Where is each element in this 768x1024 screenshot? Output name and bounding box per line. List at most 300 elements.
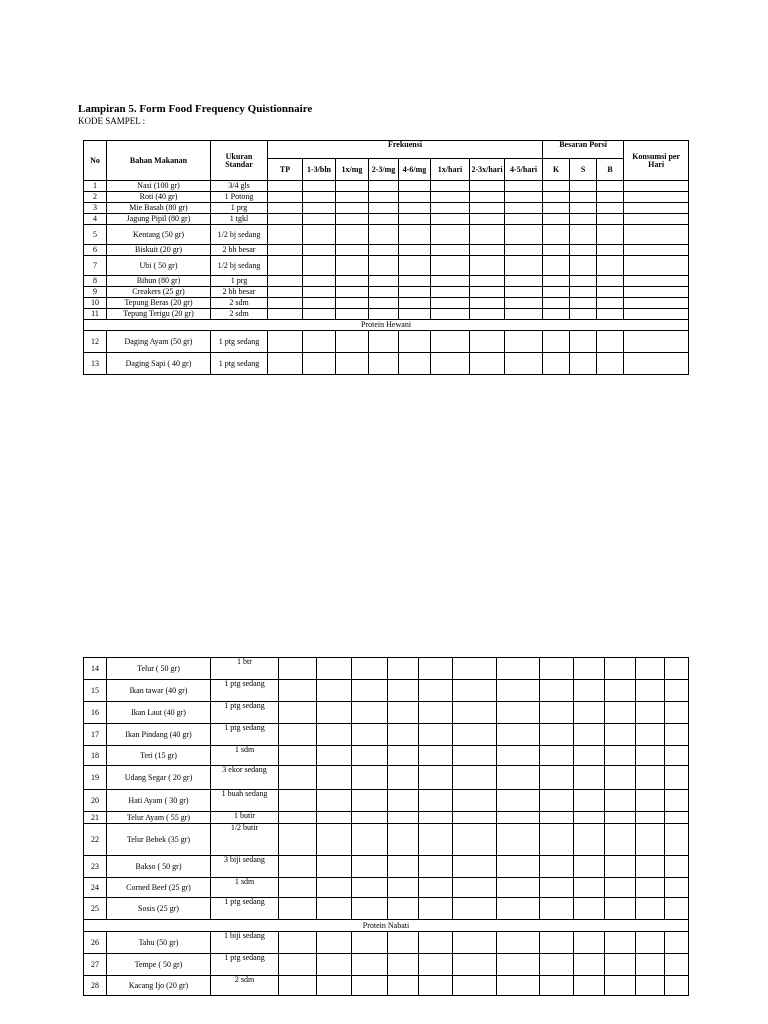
entry-cell[interactable] [431, 287, 470, 298]
entry-cell[interactable] [352, 790, 388, 812]
entry-cell[interactable] [431, 214, 470, 225]
entry-cell[interactable] [665, 812, 689, 824]
entry-cell[interactable] [605, 954, 636, 976]
entry-cell[interactable] [317, 658, 352, 680]
entry-cell[interactable] [268, 331, 303, 353]
entry-cell[interactable] [540, 932, 574, 954]
entry-cell[interactable] [317, 856, 352, 878]
entry-cell[interactable] [303, 203, 336, 214]
entry-cell[interactable] [470, 181, 505, 192]
entry-cell[interactable] [574, 878, 605, 898]
entry-cell[interactable] [279, 680, 317, 702]
entry-cell[interactable] [597, 245, 624, 256]
entry-cell[interactable] [431, 276, 470, 287]
entry-cell[interactable] [636, 790, 665, 812]
entry-cell[interactable] [497, 766, 540, 790]
entry-cell[interactable] [665, 724, 689, 746]
entry-cell[interactable] [665, 746, 689, 766]
entry-cell[interactable] [303, 276, 336, 287]
entry-cell[interactable] [470, 287, 505, 298]
entry-cell[interactable] [352, 824, 388, 856]
entry-cell[interactable] [399, 192, 431, 203]
entry-cell[interactable] [574, 812, 605, 824]
entry-cell[interactable] [605, 932, 636, 954]
entry-cell[interactable] [574, 766, 605, 790]
entry-cell[interactable] [540, 702, 574, 724]
entry-cell[interactable] [505, 203, 543, 214]
entry-cell[interactable] [279, 976, 317, 996]
entry-cell[interactable] [268, 203, 303, 214]
entry-cell[interactable] [369, 225, 399, 245]
entry-cell[interactable] [665, 766, 689, 790]
entry-cell[interactable] [570, 256, 597, 276]
entry-cell[interactable] [388, 702, 419, 724]
entry-cell[interactable] [388, 954, 419, 976]
entry-cell[interactable] [597, 287, 624, 298]
entry-cell[interactable] [388, 766, 419, 790]
entry-cell[interactable] [369, 276, 399, 287]
entry-cell[interactable] [399, 214, 431, 225]
entry-cell[interactable] [505, 192, 543, 203]
entry-cell[interactable] [570, 214, 597, 225]
entry-cell[interactable] [543, 225, 570, 245]
entry-cell[interactable] [505, 276, 543, 287]
entry-cell[interactable] [605, 790, 636, 812]
entry-cell[interactable] [497, 856, 540, 878]
entry-cell[interactable] [388, 812, 419, 824]
entry-cell[interactable] [388, 790, 419, 812]
entry-cell[interactable] [419, 976, 453, 996]
entry-cell[interactable] [505, 225, 543, 245]
entry-cell[interactable] [369, 192, 399, 203]
entry-cell[interactable] [279, 790, 317, 812]
entry-cell[interactable] [624, 214, 689, 225]
entry-cell[interactable] [388, 724, 419, 746]
entry-cell[interactable] [570, 353, 597, 375]
entry-cell[interactable] [497, 680, 540, 702]
entry-cell[interactable] [388, 824, 419, 856]
entry-cell[interactable] [317, 954, 352, 976]
entry-cell[interactable] [453, 658, 497, 680]
entry-cell[interactable] [268, 298, 303, 309]
entry-cell[interactable] [352, 856, 388, 878]
entry-cell[interactable] [574, 790, 605, 812]
entry-cell[interactable] [636, 898, 665, 920]
entry-cell[interactable] [574, 702, 605, 724]
entry-cell[interactable] [540, 878, 574, 898]
entry-cell[interactable] [303, 225, 336, 245]
entry-cell[interactable] [624, 225, 689, 245]
entry-cell[interactable] [665, 658, 689, 680]
entry-cell[interactable] [268, 214, 303, 225]
entry-cell[interactable] [279, 702, 317, 724]
entry-cell[interactable] [352, 878, 388, 898]
entry-cell[interactable] [665, 824, 689, 856]
entry-cell[interactable] [597, 225, 624, 245]
entry-cell[interactable] [574, 824, 605, 856]
entry-cell[interactable] [317, 976, 352, 996]
entry-cell[interactable] [419, 932, 453, 954]
entry-cell[interactable] [574, 976, 605, 996]
entry-cell[interactable] [505, 309, 543, 320]
entry-cell[interactable] [279, 878, 317, 898]
entry-cell[interactable] [336, 245, 369, 256]
entry-cell[interactable] [605, 680, 636, 702]
entry-cell[interactable] [453, 766, 497, 790]
entry-cell[interactable] [352, 766, 388, 790]
entry-cell[interactable] [399, 256, 431, 276]
entry-cell[interactable] [624, 309, 689, 320]
entry-cell[interactable] [540, 812, 574, 824]
entry-cell[interactable] [470, 331, 505, 353]
entry-cell[interactable] [388, 746, 419, 766]
entry-cell[interactable] [624, 203, 689, 214]
entry-cell[interactable] [543, 309, 570, 320]
entry-cell[interactable] [540, 954, 574, 976]
entry-cell[interactable] [574, 680, 605, 702]
entry-cell[interactable] [419, 724, 453, 746]
entry-cell[interactable] [505, 245, 543, 256]
entry-cell[interactable] [665, 702, 689, 724]
entry-cell[interactable] [497, 746, 540, 766]
entry-cell[interactable] [570, 287, 597, 298]
entry-cell[interactable] [336, 298, 369, 309]
entry-cell[interactable] [399, 353, 431, 375]
entry-cell[interactable] [419, 824, 453, 856]
entry-cell[interactable] [505, 287, 543, 298]
entry-cell[interactable] [369, 245, 399, 256]
entry-cell[interactable] [605, 746, 636, 766]
entry-cell[interactable] [570, 245, 597, 256]
entry-cell[interactable] [317, 766, 352, 790]
entry-cell[interactable] [268, 353, 303, 375]
entry-cell[interactable] [352, 658, 388, 680]
entry-cell[interactable] [352, 702, 388, 724]
entry-cell[interactable] [470, 276, 505, 287]
entry-cell[interactable] [352, 812, 388, 824]
entry-cell[interactable] [540, 658, 574, 680]
entry-cell[interactable] [470, 225, 505, 245]
entry-cell[interactable] [419, 954, 453, 976]
entry-cell[interactable] [497, 932, 540, 954]
entry-cell[interactable] [431, 331, 470, 353]
entry-cell[interactable] [540, 898, 574, 920]
entry-cell[interactable] [570, 309, 597, 320]
entry-cell[interactable] [540, 824, 574, 856]
entry-cell[interactable] [605, 878, 636, 898]
entry-cell[interactable] [352, 724, 388, 746]
entry-cell[interactable] [336, 214, 369, 225]
entry-cell[interactable] [543, 192, 570, 203]
entry-cell[interactable] [399, 245, 431, 256]
entry-cell[interactable] [470, 309, 505, 320]
entry-cell[interactable] [597, 192, 624, 203]
entry-cell[interactable] [624, 181, 689, 192]
entry-cell[interactable] [352, 976, 388, 996]
entry-cell[interactable] [453, 724, 497, 746]
entry-cell[interactable] [453, 790, 497, 812]
entry-cell[interactable] [399, 298, 431, 309]
entry-cell[interactable] [540, 856, 574, 878]
entry-cell[interactable] [636, 680, 665, 702]
entry-cell[interactable] [540, 976, 574, 996]
entry-cell[interactable] [453, 932, 497, 954]
entry-cell[interactable] [303, 192, 336, 203]
entry-cell[interactable] [543, 214, 570, 225]
entry-cell[interactable] [303, 298, 336, 309]
entry-cell[interactable] [597, 214, 624, 225]
entry-cell[interactable] [497, 790, 540, 812]
entry-cell[interactable] [279, 812, 317, 824]
entry-cell[interactable] [388, 856, 419, 878]
entry-cell[interactable] [388, 658, 419, 680]
entry-cell[interactable] [636, 724, 665, 746]
entry-cell[interactable] [336, 225, 369, 245]
entry-cell[interactable] [317, 724, 352, 746]
entry-cell[interactable] [597, 331, 624, 353]
entry-cell[interactable] [605, 898, 636, 920]
entry-cell[interactable] [636, 702, 665, 724]
entry-cell[interactable] [636, 746, 665, 766]
entry-cell[interactable] [388, 898, 419, 920]
entry-cell[interactable] [543, 298, 570, 309]
entry-cell[interactable] [540, 680, 574, 702]
entry-cell[interactable] [570, 225, 597, 245]
entry-cell[interactable] [419, 790, 453, 812]
entry-cell[interactable] [624, 192, 689, 203]
entry-cell[interactable] [399, 276, 431, 287]
entry-cell[interactable] [543, 276, 570, 287]
entry-cell[interactable] [597, 298, 624, 309]
entry-cell[interactable] [268, 256, 303, 276]
entry-cell[interactable] [336, 256, 369, 276]
entry-cell[interactable] [431, 192, 470, 203]
entry-cell[interactable] [369, 309, 399, 320]
entry-cell[interactable] [419, 680, 453, 702]
entry-cell[interactable] [540, 724, 574, 746]
entry-cell[interactable] [543, 256, 570, 276]
entry-cell[interactable] [665, 976, 689, 996]
entry-cell[interactable] [388, 932, 419, 954]
entry-cell[interactable] [352, 932, 388, 954]
entry-cell[interactable] [470, 192, 505, 203]
entry-cell[interactable] [336, 331, 369, 353]
entry-cell[interactable] [431, 298, 470, 309]
entry-cell[interactable] [399, 331, 431, 353]
entry-cell[interactable] [665, 878, 689, 898]
entry-cell[interactable] [540, 766, 574, 790]
entry-cell[interactable] [336, 276, 369, 287]
entry-cell[interactable] [303, 256, 336, 276]
entry-cell[interactable] [317, 878, 352, 898]
entry-cell[interactable] [388, 878, 419, 898]
entry-cell[interactable] [470, 203, 505, 214]
entry-cell[interactable] [369, 287, 399, 298]
entry-cell[interactable] [369, 331, 399, 353]
entry-cell[interactable] [624, 256, 689, 276]
entry-cell[interactable] [336, 309, 369, 320]
entry-cell[interactable] [336, 192, 369, 203]
entry-cell[interactable] [419, 856, 453, 878]
entry-cell[interactable] [399, 287, 431, 298]
entry-cell[interactable] [624, 287, 689, 298]
entry-cell[interactable] [636, 878, 665, 898]
entry-cell[interactable] [497, 812, 540, 824]
entry-cell[interactable] [352, 898, 388, 920]
entry-cell[interactable] [419, 898, 453, 920]
entry-cell[interactable] [268, 192, 303, 203]
entry-cell[interactable] [543, 203, 570, 214]
entry-cell[interactable] [419, 658, 453, 680]
entry-cell[interactable] [279, 724, 317, 746]
entry-cell[interactable] [317, 812, 352, 824]
entry-cell[interactable] [505, 256, 543, 276]
entry-cell[interactable] [369, 353, 399, 375]
entry-cell[interactable] [399, 203, 431, 214]
entry-cell[interactable] [605, 824, 636, 856]
entry-cell[interactable] [268, 181, 303, 192]
entry-cell[interactable] [574, 746, 605, 766]
entry-cell[interactable] [268, 276, 303, 287]
entry-cell[interactable] [453, 812, 497, 824]
entry-cell[interactable] [431, 203, 470, 214]
entry-cell[interactable] [268, 225, 303, 245]
entry-cell[interactable] [470, 298, 505, 309]
entry-cell[interactable] [303, 245, 336, 256]
entry-cell[interactable] [470, 245, 505, 256]
entry-cell[interactable] [453, 680, 497, 702]
entry-cell[interactable] [636, 856, 665, 878]
entry-cell[interactable] [543, 181, 570, 192]
entry-cell[interactable] [497, 658, 540, 680]
entry-cell[interactable] [605, 702, 636, 724]
entry-cell[interactable] [453, 898, 497, 920]
entry-cell[interactable] [336, 287, 369, 298]
entry-cell[interactable] [279, 932, 317, 954]
entry-cell[interactable] [352, 680, 388, 702]
entry-cell[interactable] [352, 746, 388, 766]
entry-cell[interactable] [419, 702, 453, 724]
entry-cell[interactable] [543, 353, 570, 375]
entry-cell[interactable] [570, 298, 597, 309]
entry-cell[interactable] [431, 256, 470, 276]
entry-cell[interactable] [279, 746, 317, 766]
entry-cell[interactable] [605, 976, 636, 996]
entry-cell[interactable] [336, 353, 369, 375]
entry-cell[interactable] [453, 702, 497, 724]
entry-cell[interactable] [570, 331, 597, 353]
entry-cell[interactable] [636, 812, 665, 824]
entry-cell[interactable] [369, 256, 399, 276]
entry-cell[interactable] [543, 331, 570, 353]
entry-cell[interactable] [453, 976, 497, 996]
entry-cell[interactable] [453, 878, 497, 898]
entry-cell[interactable] [431, 225, 470, 245]
entry-cell[interactable] [388, 680, 419, 702]
entry-cell[interactable] [317, 898, 352, 920]
entry-cell[interactable] [317, 746, 352, 766]
entry-cell[interactable] [624, 331, 689, 353]
entry-cell[interactable] [369, 298, 399, 309]
entry-cell[interactable] [497, 724, 540, 746]
entry-cell[interactable] [636, 824, 665, 856]
entry-cell[interactable] [574, 658, 605, 680]
entry-cell[interactable] [497, 954, 540, 976]
entry-cell[interactable] [279, 766, 317, 790]
entry-cell[interactable] [470, 353, 505, 375]
entry-cell[interactable] [665, 680, 689, 702]
entry-cell[interactable] [317, 680, 352, 702]
entry-cell[interactable] [336, 181, 369, 192]
entry-cell[interactable] [279, 856, 317, 878]
entry-cell[interactable] [470, 256, 505, 276]
entry-cell[interactable] [303, 353, 336, 375]
entry-cell[interactable] [597, 276, 624, 287]
entry-cell[interactable] [497, 702, 540, 724]
entry-cell[interactable] [636, 976, 665, 996]
entry-cell[interactable] [665, 856, 689, 878]
entry-cell[interactable] [388, 976, 419, 996]
entry-cell[interactable] [268, 287, 303, 298]
entry-cell[interactable] [605, 658, 636, 680]
entry-cell[interactable] [570, 181, 597, 192]
entry-cell[interactable] [317, 932, 352, 954]
entry-cell[interactable] [624, 353, 689, 375]
entry-cell[interactable] [399, 225, 431, 245]
entry-cell[interactable] [303, 181, 336, 192]
entry-cell[interactable] [605, 856, 636, 878]
entry-cell[interactable] [453, 856, 497, 878]
entry-cell[interactable] [505, 214, 543, 225]
entry-cell[interactable] [497, 976, 540, 996]
entry-cell[interactable] [369, 214, 399, 225]
entry-cell[interactable] [505, 298, 543, 309]
entry-cell[interactable] [453, 746, 497, 766]
entry-cell[interactable] [399, 181, 431, 192]
entry-cell[interactable] [636, 658, 665, 680]
entry-cell[interactable] [570, 276, 597, 287]
entry-cell[interactable] [574, 932, 605, 954]
entry-cell[interactable] [268, 309, 303, 320]
entry-cell[interactable] [624, 298, 689, 309]
entry-cell[interactable] [279, 824, 317, 856]
entry-cell[interactable] [419, 766, 453, 790]
entry-cell[interactable] [268, 245, 303, 256]
entry-cell[interactable] [636, 932, 665, 954]
entry-cell[interactable] [624, 276, 689, 287]
entry-cell[interactable] [570, 203, 597, 214]
entry-cell[interactable] [317, 790, 352, 812]
entry-cell[interactable] [352, 954, 388, 976]
entry-cell[interactable] [497, 824, 540, 856]
entry-cell[interactable] [605, 724, 636, 746]
entry-cell[interactable] [505, 331, 543, 353]
entry-cell[interactable] [453, 954, 497, 976]
entry-cell[interactable] [505, 181, 543, 192]
entry-cell[interactable] [597, 181, 624, 192]
entry-cell[interactable] [303, 309, 336, 320]
entry-cell[interactable] [636, 766, 665, 790]
entry-cell[interactable] [505, 353, 543, 375]
entry-cell[interactable] [399, 309, 431, 320]
entry-cell[interactable] [336, 203, 369, 214]
entry-cell[interactable] [431, 181, 470, 192]
entry-cell[interactable] [497, 878, 540, 898]
entry-cell[interactable] [574, 724, 605, 746]
entry-cell[interactable] [431, 353, 470, 375]
entry-cell[interactable] [543, 287, 570, 298]
entry-cell[interactable] [431, 309, 470, 320]
